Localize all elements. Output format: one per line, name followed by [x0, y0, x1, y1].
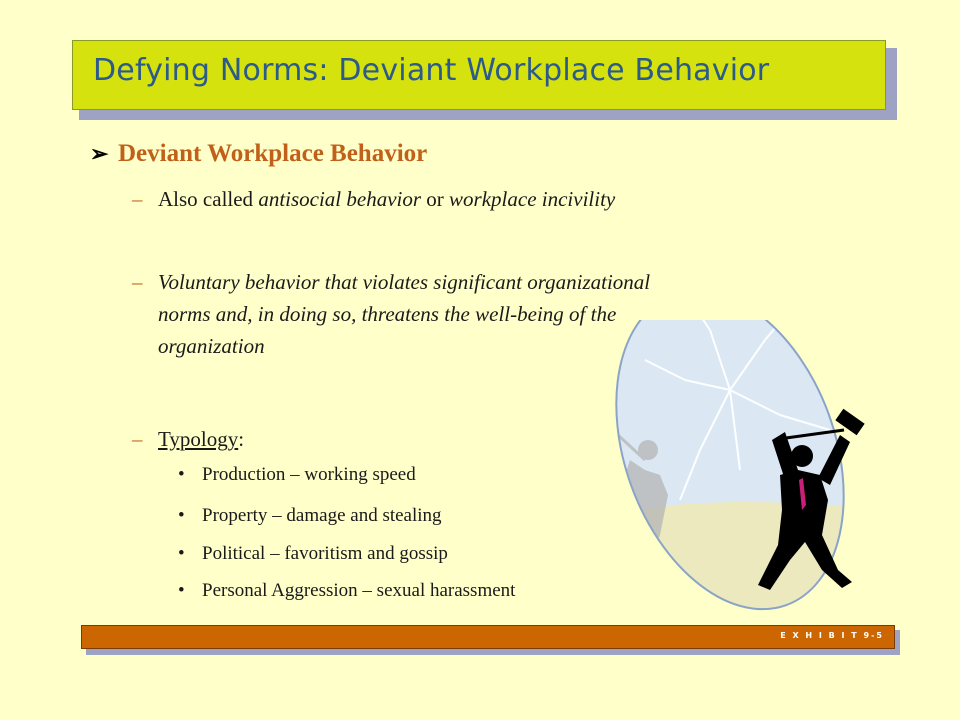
text-italic: workplace incivility: [449, 187, 616, 211]
dot-bullet-icon: •: [178, 580, 185, 601]
dash-marker: –: [132, 187, 143, 211]
dot-bullet-icon: •: [178, 464, 185, 485]
dot-bullet-icon: •: [178, 543, 185, 564]
exhibit-label: E X H I B I T 9-5: [780, 631, 884, 640]
arrow-bullet-icon: ➢: [90, 141, 109, 166]
exhibit-footer-bar: [81, 625, 895, 649]
typology-label: Typology: [158, 427, 239, 451]
typology-item-text: Production – working speed: [202, 464, 416, 485]
dash-marker: –: [132, 270, 143, 294]
main-bullet-label: Deviant Workplace Behavior: [118, 140, 428, 167]
text-segment: Also called: [158, 187, 259, 211]
typology-item-text: Property – damage and stealing: [202, 505, 442, 526]
sledgehammer-man-clipart: [590, 320, 890, 620]
typology-colon: :: [238, 427, 245, 451]
main-bullet: [90, 140, 427, 168]
dot-bullet-icon: •: [178, 505, 185, 526]
dash-marker: –: [132, 427, 143, 451]
definition-line-3: organization: [158, 334, 265, 358]
typology-item-text: Personal Aggression – sexual harassment: [202, 580, 516, 601]
slide-title: Defying Norms: Deviant Workplace Behavior: [93, 53, 770, 88]
definition-line-1: Voluntary behavior that violates significant organizational: [158, 270, 651, 294]
bullet-also-called-text: [158, 184, 615, 215]
definition-line-2: norms and, in doing so, threatens the well-being of the: [158, 302, 617, 326]
typology-heading: [158, 424, 244, 455]
text-italic: antisocial behavior: [258, 187, 422, 211]
text-segment: or: [421, 187, 450, 211]
typology-item-text: Political – favoritism and gossip: [202, 543, 448, 564]
title-banner: [72, 40, 886, 110]
